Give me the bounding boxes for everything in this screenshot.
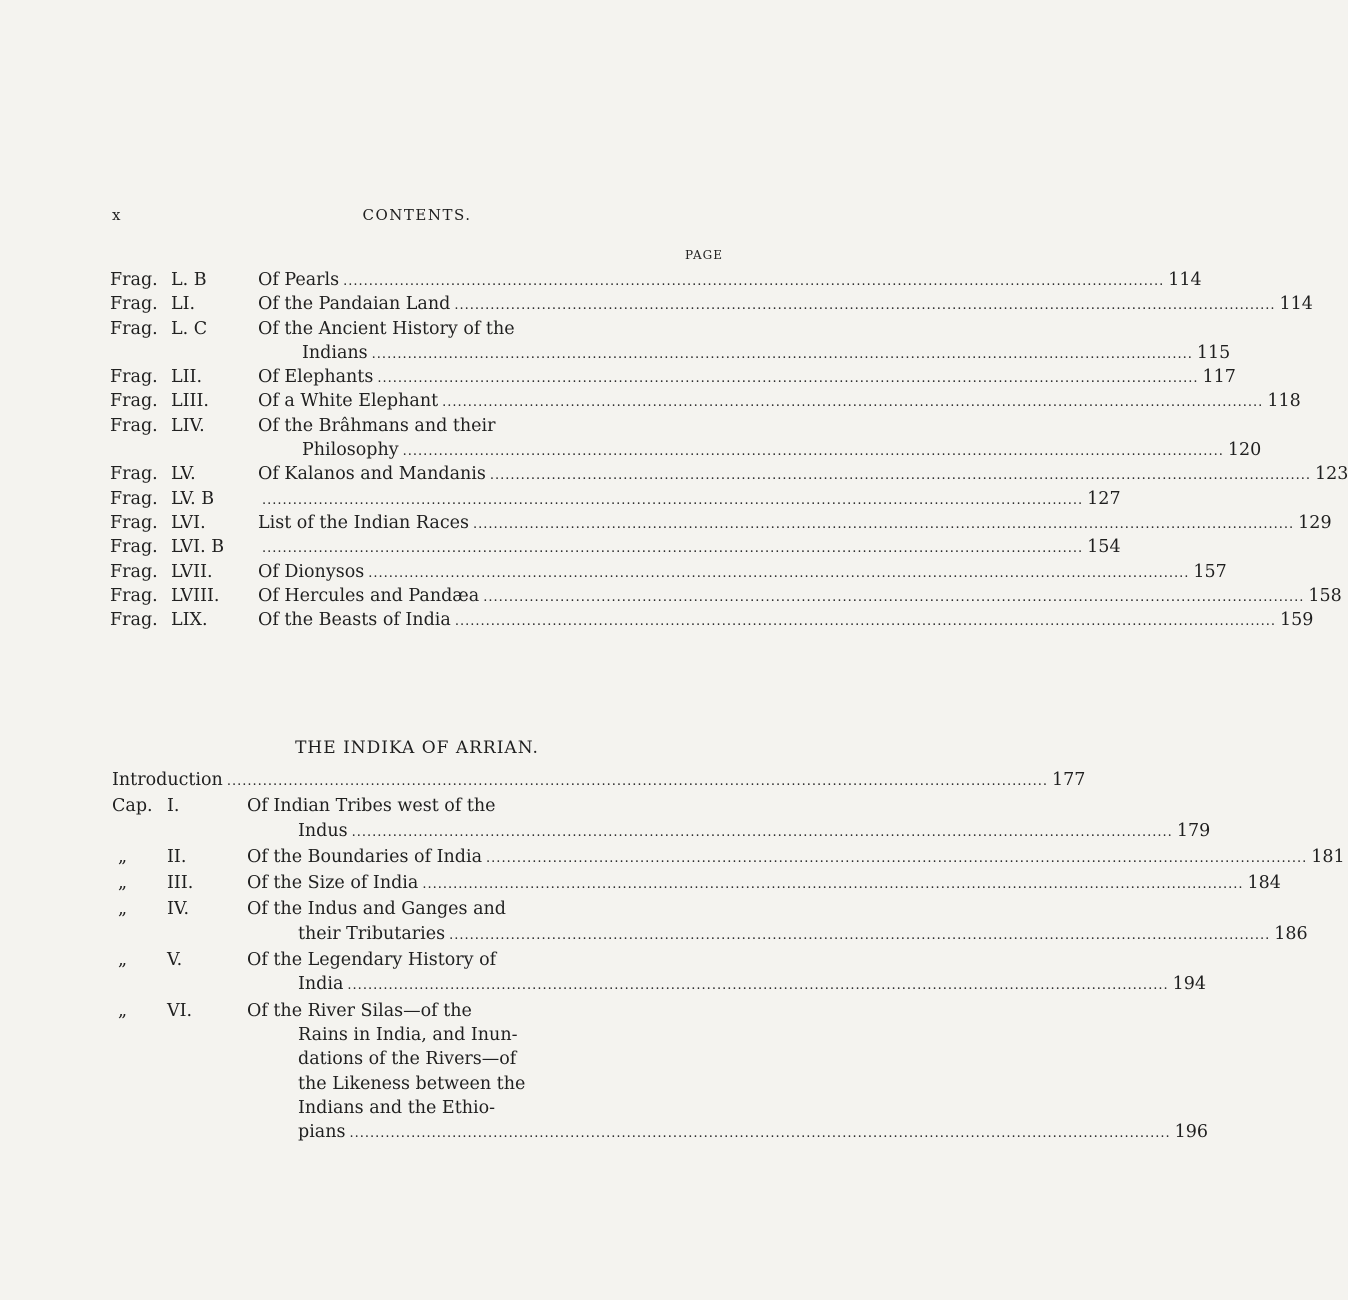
chapter-entry bbox=[112, 1072, 722, 1096]
chapter-entry bbox=[112, 948, 722, 972]
chapter-number: V. bbox=[167, 950, 183, 971]
entry-title: Of the Legendary History of bbox=[247, 950, 497, 971]
leader-dots bbox=[368, 562, 1189, 586]
page-title: CONTENTS. bbox=[362, 206, 472, 224]
fragment-label: Frag. bbox=[110, 610, 158, 631]
entry-title-wrap bbox=[258, 317, 722, 341]
entry-title: Of the River Silas—of the bbox=[247, 1000, 472, 1021]
entry-title: Indians bbox=[302, 342, 368, 363]
leader-dots bbox=[262, 489, 1083, 513]
entry-title: the Likeness between the bbox=[298, 1073, 526, 1094]
chapter-entry bbox=[112, 819, 1211, 845]
chapter-label: „ bbox=[118, 1000, 128, 1021]
fragment-entry bbox=[110, 438, 1262, 462]
leader-dots bbox=[343, 270, 1164, 294]
entry-page: 118 bbox=[1267, 391, 1301, 412]
entry-page: 127 bbox=[1087, 488, 1121, 509]
entry-title: Of the Brâhmans and their bbox=[258, 415, 496, 436]
entry-title: Indians and the Ethio- bbox=[298, 1097, 496, 1118]
entry-page: 154 bbox=[1087, 537, 1121, 558]
section-title: THE INDIKA OF ARRIAN. bbox=[295, 738, 539, 758]
entry-title-wrap bbox=[112, 972, 1206, 998]
entry-title: Of the Boundaries of India bbox=[247, 846, 483, 867]
chapter-entry bbox=[112, 999, 722, 1023]
entry-page: 123 bbox=[1315, 464, 1348, 485]
fragment-entry bbox=[110, 608, 1314, 632]
entry-title-wrap bbox=[112, 1120, 1208, 1146]
entry-title: their Tributaries bbox=[298, 923, 446, 944]
fragment-entry bbox=[110, 462, 1348, 486]
entry-title-wrap bbox=[258, 584, 1342, 610]
entry-title-wrap bbox=[112, 819, 1210, 845]
fragment-entry bbox=[110, 292, 1313, 316]
fragment-entry bbox=[110, 317, 722, 341]
running-head bbox=[112, 206, 722, 228]
entry-title: Of Dionysos bbox=[258, 561, 365, 582]
entry-title: Of Hercules and Pandæa bbox=[258, 585, 480, 606]
entry-title: List of the Indian Races bbox=[258, 512, 469, 533]
leader-dots bbox=[227, 770, 1048, 794]
chapter-label: „ bbox=[118, 950, 128, 971]
fragment-entry bbox=[110, 341, 1231, 365]
fragment-number: LVII. bbox=[171, 561, 213, 582]
entry-title: Of the Beasts of India bbox=[258, 610, 451, 631]
chapter-label: „ bbox=[118, 899, 128, 920]
entry-page: 157 bbox=[1193, 561, 1227, 582]
entry-title-wrap bbox=[247, 948, 722, 972]
leader-dots bbox=[349, 1122, 1170, 1146]
introduction-label: Introduction bbox=[112, 770, 223, 790]
entry-title: Of Kalanos and Mandanis bbox=[258, 464, 486, 485]
entry-title-wrap bbox=[258, 414, 722, 438]
entry-page: 114 bbox=[1279, 294, 1313, 315]
entry-page: 120 bbox=[1227, 440, 1262, 461]
entry-title-wrap bbox=[258, 608, 1313, 634]
fragment-label: Frag. bbox=[110, 512, 158, 533]
leader-dots bbox=[442, 391, 1263, 415]
chapter-list bbox=[112, 768, 1345, 1146]
entry-title: pians bbox=[298, 1122, 346, 1143]
entry-title-wrap bbox=[247, 871, 1281, 897]
fragment-entry bbox=[110, 268, 1202, 292]
entry-title-wrap bbox=[247, 897, 722, 921]
fragment-entry bbox=[110, 414, 722, 438]
entry-title-wrap bbox=[258, 487, 1121, 513]
entry-title-wrap bbox=[110, 438, 1261, 464]
entry-title-wrap bbox=[247, 999, 722, 1023]
entry-title: India bbox=[298, 974, 344, 995]
fragment-entry bbox=[110, 560, 1227, 584]
page-number: x bbox=[112, 206, 122, 224]
entry-title-wrap bbox=[258, 268, 1202, 294]
entry-title-wrap bbox=[258, 511, 1332, 537]
fragment-entry bbox=[110, 584, 1342, 608]
fragment-label: Frag. bbox=[110, 561, 158, 582]
fragment-label: Frag. bbox=[110, 318, 158, 339]
entry-page: 117 bbox=[1202, 367, 1236, 388]
leader-dots bbox=[377, 367, 1198, 391]
entry-page: 158 bbox=[1308, 585, 1342, 606]
entry-title-wrap bbox=[112, 1023, 722, 1047]
entry-page: 194 bbox=[1172, 974, 1206, 995]
entry-title: Of the Indus and Ganges and bbox=[247, 899, 506, 920]
entry-title-wrap bbox=[112, 1096, 722, 1120]
chapter-entry bbox=[112, 794, 722, 818]
entry-title-wrap bbox=[258, 535, 1121, 561]
leader-dots bbox=[449, 924, 1270, 948]
entry-title-wrap bbox=[110, 341, 1230, 367]
entry-title-wrap bbox=[247, 794, 722, 818]
fragment-list bbox=[110, 268, 1348, 632]
leader-dots bbox=[403, 440, 1224, 464]
entry-page: 159 bbox=[1279, 610, 1314, 631]
chapter-entry bbox=[112, 871, 1281, 897]
leader-dots bbox=[347, 974, 1168, 998]
entry-page: 179 bbox=[1176, 820, 1211, 841]
leader-dots bbox=[454, 294, 1275, 318]
leader-dots bbox=[483, 586, 1304, 610]
fragment-entry bbox=[110, 365, 1236, 389]
chapter-number: III. bbox=[167, 873, 194, 894]
fragment-label: Frag. bbox=[110, 537, 158, 558]
entry-title: Of the Pandaian Land bbox=[258, 294, 451, 315]
leader-dots bbox=[372, 343, 1193, 367]
fragment-entry bbox=[110, 487, 1121, 511]
entry-page: 115 bbox=[1196, 342, 1231, 363]
fragment-number: LIII. bbox=[171, 391, 209, 412]
chapter-entry bbox=[112, 1047, 722, 1071]
entry-title-wrap bbox=[258, 560, 1227, 586]
fragment-number: LVI. bbox=[171, 512, 206, 533]
entry-title-wrap bbox=[258, 462, 1348, 488]
chapter-number: IV. bbox=[167, 899, 190, 920]
chapter-label: Cap. bbox=[112, 796, 153, 817]
fragment-number: LIV. bbox=[171, 415, 205, 436]
page-column-label: PAGE bbox=[685, 248, 723, 262]
entry-title: Of Elephants bbox=[258, 367, 374, 388]
fragment-number: LII. bbox=[171, 367, 203, 388]
fragment-label: Frag. bbox=[110, 270, 158, 290]
fragment-number: LV. B bbox=[171, 488, 215, 509]
entry-title-wrap bbox=[112, 1072, 722, 1096]
entry-title: dations of the Rivers—of bbox=[298, 1049, 517, 1070]
chapter-label: „ bbox=[118, 873, 128, 894]
fragment-label: Frag. bbox=[110, 464, 158, 485]
entry-title-wrap bbox=[112, 922, 1308, 948]
entry-title: Of a White Elephant bbox=[258, 391, 439, 412]
entry-title-wrap bbox=[247, 845, 1345, 871]
leader-dots bbox=[455, 610, 1276, 634]
chapter-entry bbox=[112, 972, 1206, 998]
entry-page: 184 bbox=[1247, 873, 1281, 894]
fragment-label: Frag. bbox=[110, 367, 158, 388]
fragment-number: LVI. B bbox=[171, 537, 225, 558]
entry-title: Of Indian Tribes west of the bbox=[247, 796, 496, 817]
chapter-entry bbox=[112, 1023, 722, 1047]
fragment-label: Frag. bbox=[110, 488, 158, 509]
entry-page: 181 bbox=[1311, 846, 1345, 867]
fragment-label: Frag. bbox=[110, 415, 158, 436]
leader-dots bbox=[352, 821, 1173, 845]
leader-dots bbox=[473, 513, 1294, 537]
chapter-number: I. bbox=[167, 796, 180, 817]
fragment-number: LI. bbox=[171, 294, 196, 315]
entry-title: Rains in India, and Inun- bbox=[298, 1024, 518, 1045]
entry-title: Indus bbox=[298, 820, 348, 841]
leader-dots bbox=[486, 847, 1307, 871]
chapter-entry bbox=[112, 845, 1345, 871]
entry-page: 186 bbox=[1274, 923, 1308, 944]
chapter-entry bbox=[112, 922, 1308, 948]
entry-title: Of the Size of India bbox=[247, 873, 419, 894]
chapter-entry bbox=[112, 1096, 722, 1120]
fragment-number: L. B bbox=[171, 270, 207, 290]
entry-page: 114 bbox=[1168, 270, 1202, 290]
entry-page: 196 bbox=[1174, 1122, 1209, 1143]
fragment-number: LVIII. bbox=[171, 585, 220, 606]
leader-dots bbox=[262, 537, 1083, 561]
chapter-number: II. bbox=[167, 846, 187, 867]
fragment-label: Frag. bbox=[110, 294, 158, 315]
entry-page: 129 bbox=[1298, 512, 1332, 533]
entry-page: 177 bbox=[1052, 770, 1086, 790]
chapter-number: VI. bbox=[167, 1000, 193, 1021]
fragment-number: LV. bbox=[171, 464, 196, 485]
fragment-label: Frag. bbox=[110, 391, 158, 412]
entry-title-wrap bbox=[112, 1047, 722, 1071]
chapter-label: „ bbox=[118, 846, 128, 867]
fragment-entry bbox=[110, 511, 1332, 535]
fragment-number: L. C bbox=[171, 318, 208, 339]
fragment-number: LIX. bbox=[171, 610, 208, 631]
fragment-entry bbox=[110, 389, 1301, 413]
entry-title: Of the Ancient History of the bbox=[258, 318, 515, 339]
leader-dots bbox=[422, 873, 1243, 897]
entry-title: Philosophy bbox=[302, 440, 399, 461]
entry-title: Of Pearls bbox=[258, 270, 340, 290]
chapter-entry bbox=[112, 1120, 1209, 1146]
fragment-label: Frag. bbox=[110, 585, 158, 606]
entry-title-wrap bbox=[258, 389, 1301, 415]
leader-dots bbox=[490, 464, 1311, 488]
introduction-entry bbox=[112, 768, 1086, 794]
entry-title-wrap bbox=[258, 365, 1236, 391]
fragment-entry bbox=[110, 535, 1121, 559]
entry-title-wrap bbox=[258, 292, 1313, 318]
chapter-entry bbox=[112, 897, 722, 921]
